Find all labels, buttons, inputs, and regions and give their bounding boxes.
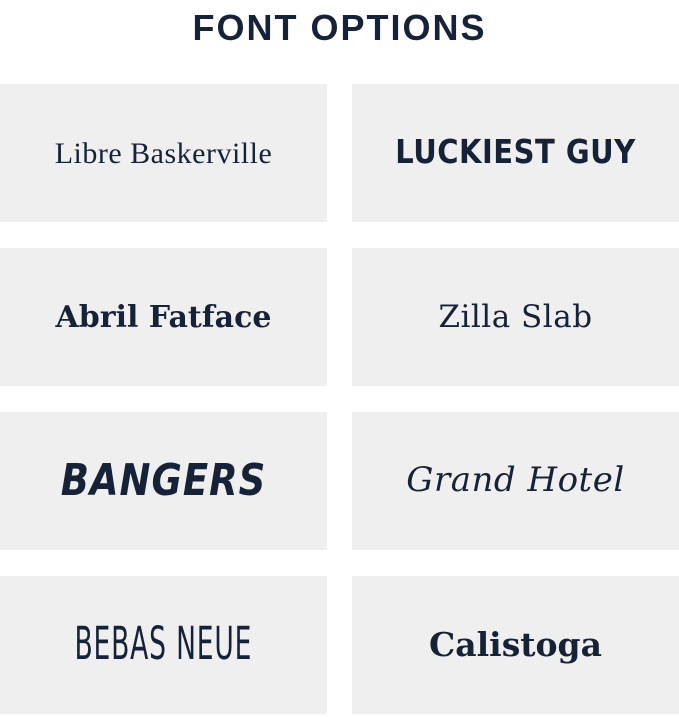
page-title: FONT OPTIONS (192, 7, 487, 48)
font-sample-label: Grand Hotel (406, 460, 625, 501)
font-sample-tile[interactable] (0, 412, 327, 550)
font-sample-tile[interactable] (352, 576, 679, 714)
font-sample-label: Libre Baskerville (54, 136, 273, 170)
font-sample-tile[interactable] (352, 412, 679, 550)
font-sample-tile[interactable] (0, 248, 327, 386)
font-sample-label: BEBAS NEUE (74, 619, 253, 671)
font-sample-label: Zilla Slab (438, 298, 593, 335)
font-sample-label: Calistoga (428, 624, 602, 664)
font-sample-tile[interactable] (0, 84, 327, 222)
font-sample-tile[interactable] (352, 248, 679, 386)
font-sample-label: BANGERS (60, 454, 267, 506)
font-sample-label: LUCKIEST GUY (395, 132, 636, 171)
font-sample-tile[interactable] (0, 576, 327, 714)
font-sample-tile[interactable] (352, 84, 679, 222)
font-sample-label: Abril Fatface (55, 299, 272, 335)
font-sample-grid (0, 84, 679, 714)
